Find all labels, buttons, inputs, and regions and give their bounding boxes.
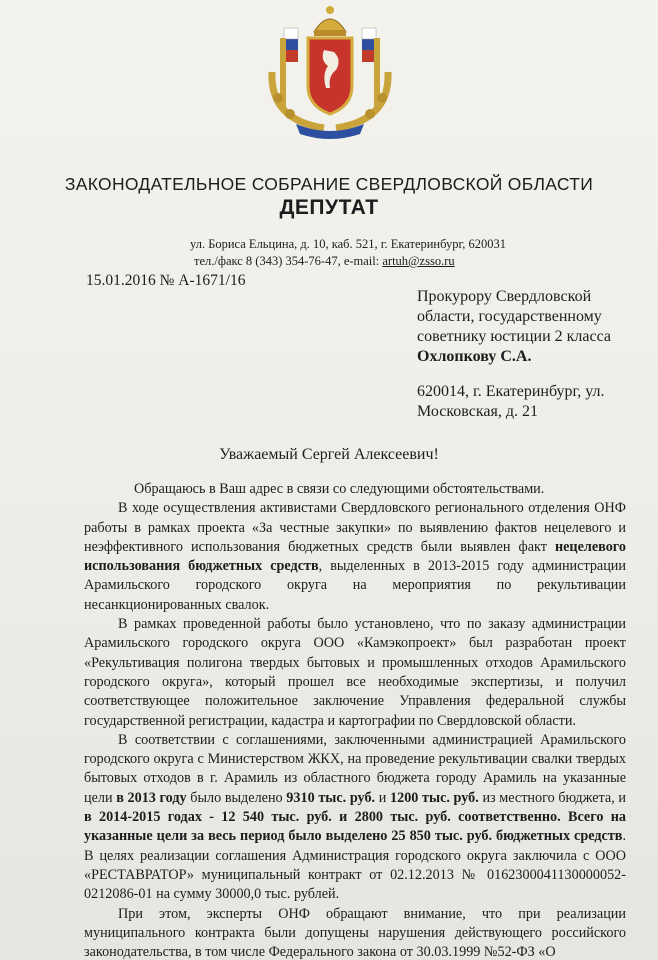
addressee-address-2: Московская, д. 21 [417,403,538,420]
document-number: № А-1671/16 [159,272,246,289]
addressee-line-1: Прокурору Свердловской [417,288,592,305]
p1-bold: нецелевого использования бюджетных средств [84,538,626,575]
phone-fax: тел./факс 8 (343) 354-76-47, e-mail: [194,254,383,268]
p3-text-i: . В целях реализации соглашения Администрация городского округа заключила с ООО «РЕСТАВРАТОР» муниципальный контракт от 02.12.2013 № 0162300041130000052-0212086-01 на сумму 30000,0 тыс. рублей. [84,828,626,903]
p3-bold-totals: в 2014-2015 годах - 12 540 тыс. руб. и 2800 тыс. руб. соответственно. Всего на указанные цели за весь период было выделено 25 850 тыс. руб. бюджетных средств [84,809,626,845]
sender-role: ДЕПУТАТ [279,196,379,219]
p3-text-a: В соответствии с соглашениями, заключенными администрацией Арамильского городского округа с Министерством ЖКХ, на проведение рекультивации свалки твердых бытовых отходов в г. Арамиль из областного бюджета городу Арамиль на указанные цели [84,731,626,806]
addressee-block [417,287,611,422]
p3-text-e: и [375,789,390,806]
document-date: 15.01.2016 [86,272,156,289]
p3-bold-year: в 2013 году [116,789,187,806]
postal-address: ул. Бориса Ельцина, д. 10, каб. 521, г. Екатеринбург, 620031 [190,237,506,251]
paragraph-3 [84,731,626,905]
p3-text-g: из местного бюджета, и [478,789,627,806]
addressee-name: Охлопкову С.А. [417,348,532,365]
sverdlovsk-coat-of-arms-icon [262,2,398,142]
p1-text-c: , выделенных в 2013-2015 году администрации Арамильского городского округа на мероприятия по рекультивации несанкционированных свалок. [84,558,626,613]
letter-body [84,480,626,960]
paragraph-intro: Обращаюсь в Ваш адрес в связи со следующими обстоятельствами. [134,481,545,497]
p3-bold-amount-1: 9310 тыс. руб. [286,789,376,806]
salutation: Уважаемый Сергей Алексеевич! [219,446,439,463]
document-reference [86,272,245,290]
paragraph-2: В рамках проведенной работы было установлено, что по заказу администрации Арамильского городского округа ООО «Камэкопроект» был разработан проект «Рекультивация полигона твердых бытовых и промышленных отходов Арамильского городского округа», который прошел все необходимые экспертизы, и получил соответствующее положительное заключение Управления федеральной службы государственной регистрации, кадастра и картографии по Свердловской области. [84,616,626,729]
addressee-line-3: советнику юстиции 2 класса [417,328,611,345]
p1-text-a: В ходе осуществления активистами Свердловского регионального отделения ОНФ работы в рамках проекта «За честные закупки» по выявлению фактов нецелевого и неэффективного использования бюджетных средств были выявлен факт [84,500,626,555]
phone-line [190,253,506,270]
organization-name: ЗАКОНОДАТЕЛЬНОЕ СОБРАНИЕ СВЕРДЛОВСКОЙ ОБЛАСТИ [64,174,594,194]
email-link[interactable]: artuh@zsso.ru [382,254,455,268]
addressee-line-2: области, государственному [417,308,602,325]
paragraph-4: При этом, эксперты ОНФ обращают внимание, что при реализации муниципального контракта были допущены нарушения действующего российского законодательства, в том числе Федерального закона от 30.03.1999 №52-ФЗ «О [84,905,626,960]
p3-bold-amount-2: 1200 тыс. руб. [390,789,479,806]
p3-text-c: было выделено [186,789,287,806]
paragraph-1 [84,499,626,615]
contact-block [190,236,506,270]
addressee-address-1: 620014, г. Екатеринбург, ул. [417,383,605,400]
